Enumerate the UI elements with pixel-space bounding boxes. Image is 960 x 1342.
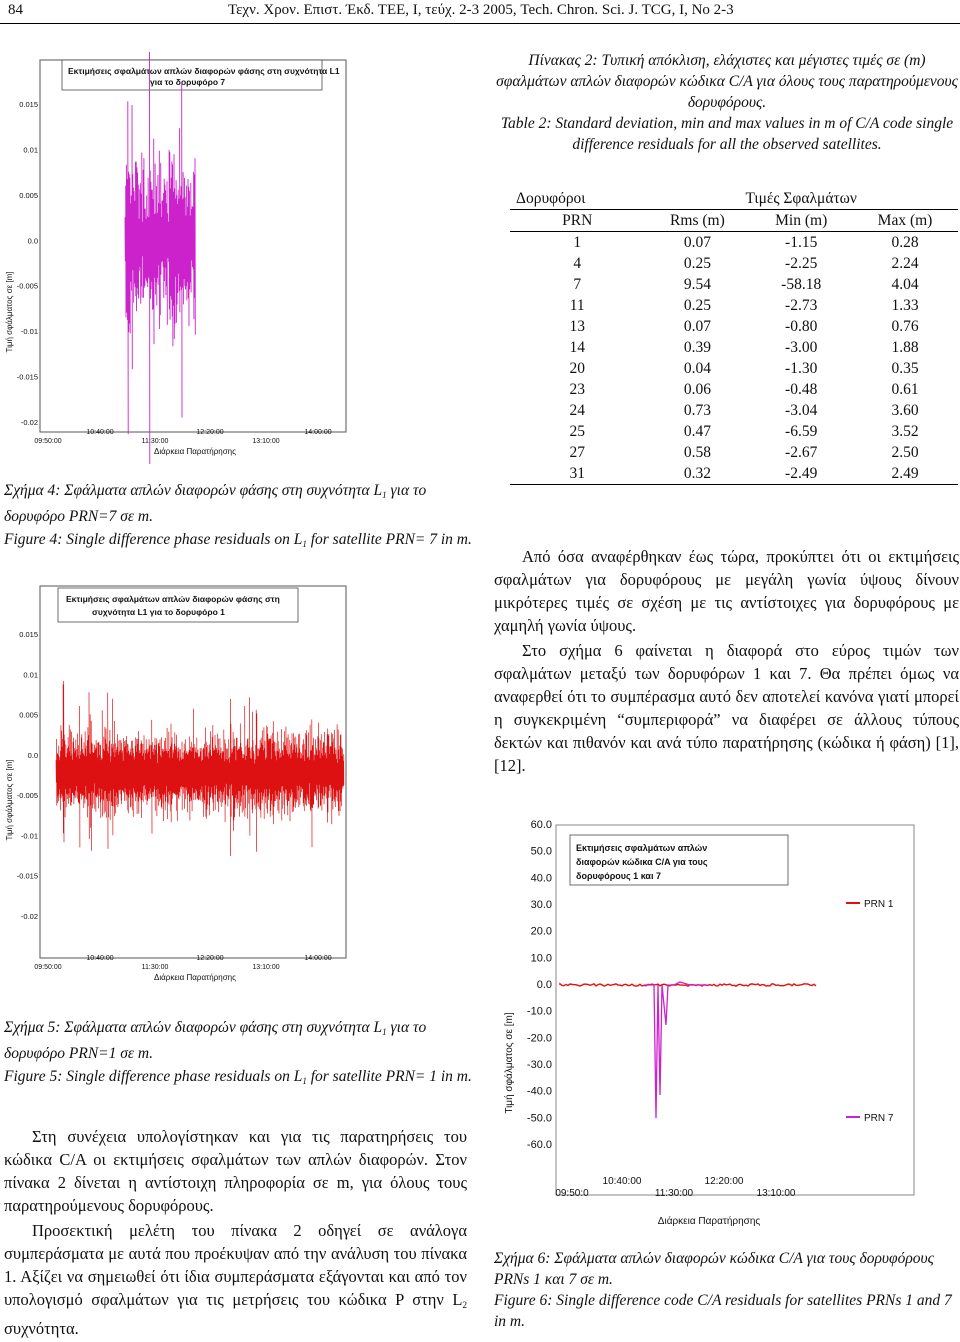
figure-5-plot	[0, 578, 360, 990]
table-cell: 2.24	[891, 254, 919, 272]
fig6-plot-title-3: δορυφόρους 1 και 7	[576, 871, 661, 881]
y-tick-label: 20.0	[530, 925, 552, 938]
x-tick-label: 10:40:00	[86, 429, 114, 436]
right-paragraph-2: Στο σχήμα 6 φαίνεται η διαφορά στο εύρος τιμών των σφαλμάτων μεταξύ των δορυφόρων 1 και 7. Θα πρέπει όμως να αναφερθεί ότι το συμπέρασμα αυτό δεν αποτελεί κανόνα γιατί μπορεί η συγκεκριμένη “συμπεριφορά” να διαφέρει σε άλλους τύπους δεκτών και πιθανόν και ανά τύπο παρατήρησης (κώδικα ή φάση) [1],[12].	[494, 641, 959, 775]
table-row	[510, 358, 958, 379]
table-row	[510, 463, 958, 485]
figure-5-caption	[4, 1017, 474, 1092]
table-cell: 0.28	[891, 233, 919, 251]
table-cell: 27	[569, 443, 585, 461]
y-tick-label: -50.0	[526, 1112, 552, 1125]
table-cell: -2.67	[785, 443, 818, 461]
table-cell: 0.07	[683, 317, 711, 335]
table-cell: 0.25	[683, 296, 711, 314]
fig5-ylabel: Τιμή σφάλματος σε [m]	[5, 759, 14, 841]
table-cell: 23	[569, 380, 585, 398]
fig5-xlabel: Διάρκεια Παρατήρησης	[154, 973, 236, 982]
table-cell: 13	[569, 317, 585, 335]
fig6-xlabel: Διάρκεια Παρατήρησης	[657, 1216, 761, 1227]
table-cell: 0.32	[683, 464, 711, 482]
table-cell: 11	[569, 296, 585, 314]
table-row	[510, 379, 958, 400]
column-header: Max (m)	[877, 211, 933, 229]
y-tick-label: 0.015	[19, 630, 38, 639]
table-row	[510, 421, 958, 442]
column-header: Rms (m)	[670, 211, 725, 229]
table-cell: 1	[573, 233, 582, 251]
table-cell: 0.25	[683, 254, 711, 272]
x-tick-label: 09:50:00	[34, 438, 62, 445]
fig6-ylabel: Τιμή σφάλματος σε [m]	[504, 1012, 515, 1114]
table-cell: -0.80	[785, 317, 818, 335]
column-header: PRN	[562, 211, 593, 229]
y-tick-label: -0.02	[20, 912, 38, 921]
legend-prn1-label: PRN 1	[864, 899, 894, 910]
table-cell: 0.58	[683, 443, 711, 461]
x-tick-label: 10:40:00	[602, 1176, 642, 1187]
x-tick-label: 11:30:00	[141, 964, 169, 971]
fig4-caption-gr: Σχήμα 4: Σφάλματα απλών διαφορών φάσης στη συχνότητα $L_1$ για το δορυφόρο PRN=7 σε m.	[4, 482, 427, 525]
table-group-header	[510, 188, 958, 210]
table-cell: 9.54	[683, 275, 711, 293]
table-cell: 0.76	[891, 317, 919, 335]
y-tick-label: -10.0	[526, 1005, 552, 1018]
table-2-caption	[496, 50, 958, 155]
table-cell: 3.60	[891, 401, 919, 419]
y-tick-label: 0.005	[19, 190, 38, 200]
y-tick-label: -0.015	[16, 372, 38, 382]
table-cell: 1.33	[891, 296, 919, 314]
table-cell: -3.04	[785, 401, 818, 419]
left-paragraph-2: Προσεκτική μελέτη του πίνακα 2 οδηγεί σε ανάλογα συμπεράσματα με αυτά που προέκυψαν από την ανάλυση του πίνακα 1. Αξίζει να σημειωθεί ότι ίδια συμπεράσματα εξάγονται και από τον υπολογισμό σφαλμάτων για τις μετρήσεις του κώδικα P στην $L_2$ συχνότητα.	[4, 1221, 467, 1338]
y-tick-label: 40.0	[530, 872, 552, 885]
y-tick-label: 60.0	[530, 819, 552, 831]
y-tick-label: 0.01	[23, 670, 38, 680]
group-header-satellites: Δορυφόροι	[516, 189, 586, 207]
page-number: 84	[8, 2, 23, 18]
table-cell: 4	[573, 254, 582, 272]
table-cell: 0.73	[683, 401, 711, 419]
table-row	[510, 337, 958, 358]
fig4-plot-title-2: για το δορυφόρο 7	[150, 77, 226, 87]
table-cell: -1.15	[785, 233, 818, 251]
y-tick-label: -0.01	[20, 831, 38, 841]
table-cell: 20	[569, 359, 585, 377]
figure-6-caption	[494, 1248, 959, 1332]
table-cell: 2.50	[891, 443, 919, 461]
table-cell: 0.06	[683, 380, 711, 398]
table-column-header	[510, 210, 958, 232]
y-tick-label: -0.02	[20, 418, 38, 427]
table-row	[510, 295, 958, 316]
table-cell: 4.04	[891, 275, 919, 293]
x-tick-label: 09:50:00	[34, 964, 62, 971]
x-tick-label: 14:00:00	[304, 429, 332, 436]
table-cell: 14	[569, 338, 585, 356]
y-tick-label: -30.0	[526, 1059, 552, 1071]
fig4-caption-en: Figure 4: Single difference phase residuals on $L_1$ for satellite PRN= 7 in m.	[4, 531, 472, 549]
y-tick-label: 0.0	[27, 750, 38, 760]
table-row	[510, 253, 958, 274]
figure-4-caption	[4, 480, 474, 555]
x-tick-label: 11:30:00	[141, 438, 169, 445]
y-tick-label: 50.0	[530, 845, 552, 858]
page-header	[0, 0, 960, 22]
table-cell: -58.18	[781, 275, 822, 293]
column-header: Min (m)	[775, 211, 828, 229]
y-tick-label: -0.005	[16, 791, 38, 801]
left-body-text	[4, 1125, 467, 1342]
y-tick-label: 30.0	[530, 899, 552, 911]
x-tick-label: 12:20:00	[196, 429, 224, 436]
y-tick-label: 0.0	[27, 236, 38, 246]
table-cell: 31	[569, 464, 585, 482]
right-body-text	[494, 545, 959, 779]
fig6-caption-gr: Σχήμα 6: Σφάλματα απλών διαφορών κώδικα C/A για τους δορυφόρους PRNs 1 και 7 σε m.	[494, 1250, 934, 1288]
table-cell: 0.35	[891, 359, 919, 377]
fig6-plot-title: Εκτιμήσεις σφαλμάτων απλών	[576, 843, 708, 853]
table-cell: 0.39	[683, 338, 711, 356]
header-rule	[0, 23, 960, 24]
x-tick-label: 11:30:00	[654, 1188, 694, 1199]
table-row	[510, 400, 958, 421]
y-tick-label: 0.015	[19, 100, 38, 109]
table-cell: 0.61	[891, 380, 919, 398]
y-tick-label: -40.0	[526, 1085, 552, 1098]
y-tick-label: -20.0	[526, 1032, 552, 1045]
table-cell: 2.49	[891, 464, 919, 482]
legend-prn7-label: PRN 7	[864, 1113, 894, 1124]
fig6-caption-en: Figure 6: Single difference code C/A residuals for satellites PRNs 1 and 7 in m.	[494, 1292, 952, 1330]
figure-6-plot	[494, 813, 918, 1233]
fig4-xlabel: Διάρκεια Παρατήρησης	[154, 447, 236, 456]
x-tick-label: 10:40:00	[86, 955, 114, 962]
y-tick-label: -0.01	[20, 327, 38, 337]
fig5-plot-title-2: συχνότητα L1 για το δορυφόρο 1	[92, 607, 225, 617]
x-tick-label: 12:20:00	[704, 1176, 744, 1187]
x-tick-label: 13:10:00	[252, 438, 280, 445]
table-cell: -0.48	[785, 380, 818, 398]
table-row	[510, 316, 958, 337]
group-header-errors: Τιμές Σφαλμάτων	[745, 189, 857, 207]
table-2	[510, 188, 958, 485]
x-tick-label: 13:10:00	[756, 1188, 796, 1199]
x-tick-label: 14:00:00	[304, 955, 332, 962]
y-tick-label: -0.005	[16, 281, 38, 291]
x-tick-label: 13:10:00	[252, 964, 280, 971]
y-tick-label: 10.0	[530, 952, 552, 965]
table-cell: -2.73	[785, 296, 818, 314]
x-tick-label: 12:20:00	[196, 955, 224, 962]
table-cell: 0.04	[683, 359, 711, 377]
table-row	[510, 232, 958, 254]
table2-caption-en: Table 2: Standard deviation, min and max values in m of C/A code single difference residuals for all the observed satellites.	[500, 115, 954, 153]
table-cell: -1.30	[785, 359, 818, 377]
fig6-plot-title-2: διαφορών κώδικα C/A για τους	[576, 857, 708, 867]
table-cell: -2.49	[785, 464, 818, 482]
table-cell: 1.88	[891, 338, 919, 356]
y-tick-label: -0.015	[16, 871, 38, 881]
table2-caption-gr: Πίνακας 2: Τυπική απόκλιση, ελάχιστες και μέγιστες τιμές σε (m) σφαλμάτων απλών διαφορών κώδικα C/A για όλους τους παρατηρούμενους δορυφόρους.	[496, 52, 958, 111]
x-tick-label: 09:50:0	[555, 1188, 589, 1199]
left-paragraph-1: Στη συνέχεια υπολογίστηκαν και για τις παρατηρήσεις του κώδικα C/A οι εκτιμήσεις σφαλμάτων των απλών διαφορών. Στον πίνακα 2 δίνεται η αντίστοιχη πληροφορία σε m, για όλους τους παρατηρούμενους δορυφόρους.	[4, 1127, 467, 1215]
table-cell: -2.25	[785, 254, 818, 272]
table-cell: 7	[573, 275, 582, 293]
table-cell: 0.07	[683, 233, 711, 251]
table-cell: -6.59	[785, 422, 818, 440]
y-tick-label: 0.005	[19, 710, 38, 720]
table-cell: 3.52	[891, 422, 919, 440]
right-paragraph-1: Από όσα αναφέρθηκαν έως τώρα, προκύπτει ότι οι εκτιμήσεις σφαλμάτων για δορυφόρους με μεγάλη γωνία ύψους δίνουν μικρότερες τιμές σε σχέση με τις αντίστοιχες για δορυφόρους με χαμηλή γωνία ύψους.	[494, 547, 959, 635]
figure-4-plot	[0, 52, 360, 464]
y-tick-label: 0.01	[23, 145, 38, 155]
table-cell: 25	[569, 422, 585, 440]
table-cell: -3.00	[785, 338, 818, 356]
table-row	[510, 274, 958, 295]
fig5-caption-gr: Σχήμα 5: Σφάλματα απλών διαφορών φάσης στη συχνότητα $L_1$ για το δορυφόρο PRN=1 σε m.	[4, 1019, 427, 1062]
fig4-plot-title: Εκτιμήσεις σφαλμάτων απλών διαφορών φάσης στη συχνότητα L1	[68, 66, 340, 76]
table-row	[510, 442, 958, 463]
running-title: Τεχν. Χρον. Επιστ. Έκδ. ΤΕΕ, Ι, τεύχ. 2-3 2005, Tech. Chron. Sci. J. TCG, I, No 2-3	[228, 2, 734, 18]
y-tick-label: -60.0	[526, 1139, 552, 1151]
table-cell: 0.47	[683, 422, 711, 440]
fig4-ylabel: Τιμή σφάλματος σε [m]	[5, 271, 14, 353]
y-tick-label: 0.0	[536, 979, 552, 991]
table-cell: 24	[569, 401, 585, 419]
fig5-plot-title: Εκτιμήσεις σφαλμάτων απλών διαφορών φάσης στη	[66, 594, 280, 604]
fig5-caption-en: Figure 5: Single difference phase residuals on $L_1$ for satellite PRN= 1 in m.	[4, 1068, 472, 1086]
